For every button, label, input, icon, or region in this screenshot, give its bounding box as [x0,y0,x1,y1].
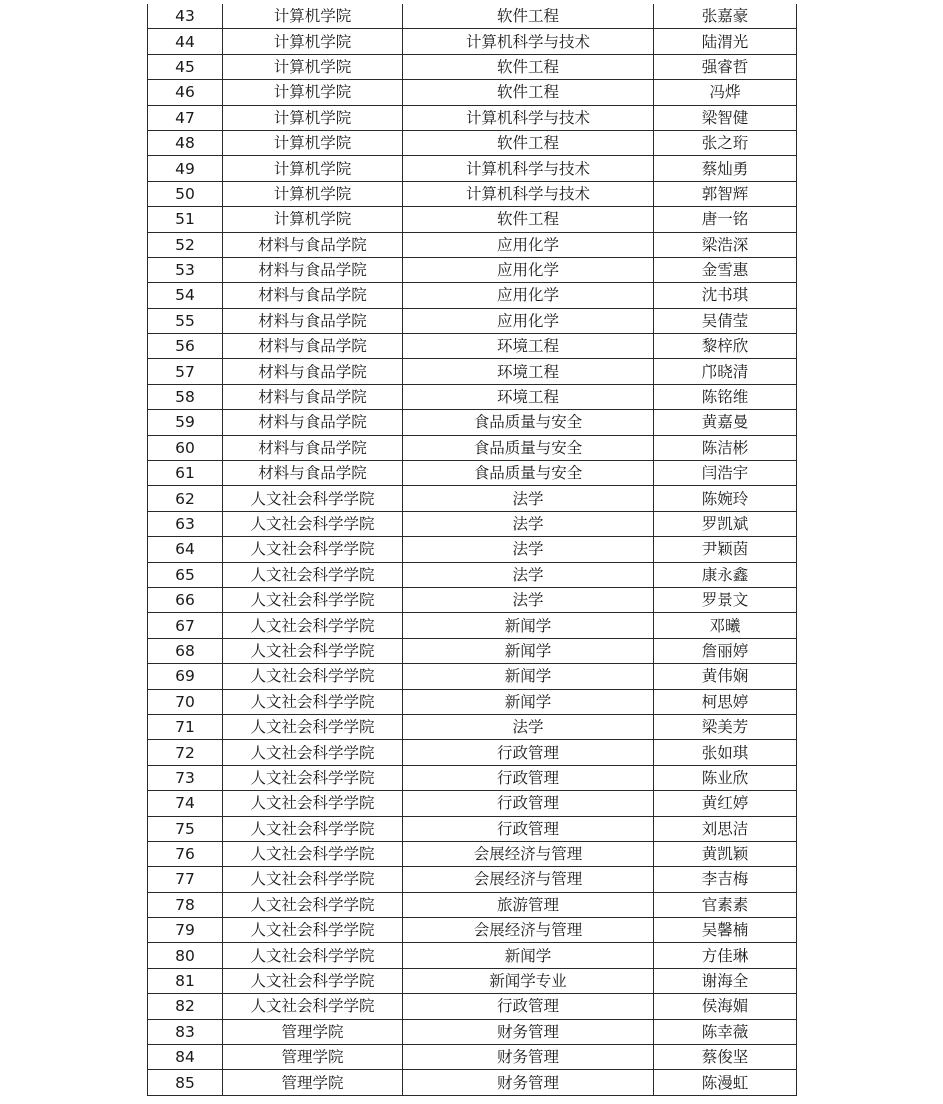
student-name-cell: 黄伟娴 [654,664,797,689]
college-cell: 人文社会科学学院 [223,587,403,612]
table-row [148,968,797,993]
row-number-cell: 47 [148,105,223,130]
table-row [148,1019,797,1044]
table-row [148,359,797,384]
table-row [148,435,797,460]
college-cell: 计算机学院 [223,54,403,79]
college-cell: 人文社会科学学院 [223,968,403,993]
row-number-cell: 43 [148,4,223,29]
row-number-cell: 80 [148,943,223,968]
table-row [148,664,797,689]
row-number-cell: 83 [148,1019,223,1044]
major-cell: 法学 [403,486,654,511]
table-row [148,714,797,739]
college-cell: 计算机学院 [223,105,403,130]
table-row [148,994,797,1019]
row-number-cell: 44 [148,29,223,54]
row-number-cell: 75 [148,816,223,841]
table-row [148,511,797,536]
table-row [148,130,797,155]
college-cell: 管理学院 [223,1045,403,1070]
major-cell: 新闻学 [403,613,654,638]
table-row [148,587,797,612]
major-cell: 食品质量与安全 [403,410,654,435]
row-number-cell: 79 [148,918,223,943]
row-number-cell: 64 [148,537,223,562]
table-row [148,486,797,511]
row-number-cell: 65 [148,562,223,587]
student-name-cell: 李吉梅 [654,867,797,892]
college-cell: 人文社会科学学院 [223,714,403,739]
student-name-cell: 尹颖茵 [654,537,797,562]
table-row [148,105,797,130]
college-cell: 人文社会科学学院 [223,638,403,663]
college-cell: 材料与食品学院 [223,461,403,486]
student-name-cell: 陈婉玲 [654,486,797,511]
major-cell: 软件工程 [403,130,654,155]
major-cell: 食品质量与安全 [403,461,654,486]
student-name-cell: 张如琪 [654,740,797,765]
student-name-cell: 蔡灿勇 [654,156,797,181]
major-cell: 软件工程 [403,80,654,105]
major-cell: 新闻学 [403,943,654,968]
table-row [148,207,797,232]
table-row [148,181,797,206]
table-row [148,308,797,333]
major-cell: 计算机科学与技术 [403,181,654,206]
row-number-cell: 78 [148,892,223,917]
major-cell: 食品质量与安全 [403,435,654,460]
row-number-cell: 84 [148,1045,223,1070]
major-cell: 会展经济与管理 [403,867,654,892]
college-cell: 人文社会科学学院 [223,689,403,714]
student-name-cell: 郭智辉 [654,181,797,206]
major-cell: 应用化学 [403,308,654,333]
major-cell: 环境工程 [403,359,654,384]
row-number-cell: 48 [148,130,223,155]
table-row [148,384,797,409]
row-number-cell: 46 [148,80,223,105]
student-name-cell: 吴馨楠 [654,918,797,943]
student-name-cell: 黄红婷 [654,791,797,816]
row-number-cell: 72 [148,740,223,765]
row-number-cell: 71 [148,714,223,739]
row-number-cell: 77 [148,867,223,892]
table-row [148,740,797,765]
college-cell: 人文社会科学学院 [223,511,403,536]
college-cell: 材料与食品学院 [223,359,403,384]
college-cell: 计算机学院 [223,156,403,181]
college-cell: 材料与食品学院 [223,308,403,333]
row-number-cell: 66 [148,587,223,612]
college-cell: 人文社会科学学院 [223,994,403,1019]
major-cell: 会展经济与管理 [403,841,654,866]
student-name-cell: 闫浩宇 [654,461,797,486]
major-cell: 软件工程 [403,207,654,232]
row-number-cell: 70 [148,689,223,714]
student-name-cell: 强睿哲 [654,54,797,79]
college-cell: 人文社会科学学院 [223,740,403,765]
major-cell: 行政管理 [403,791,654,816]
major-cell: 软件工程 [403,54,654,79]
row-number-cell: 54 [148,283,223,308]
student-name-cell: 黄嘉曼 [654,410,797,435]
table-row [148,562,797,587]
row-number-cell: 58 [148,384,223,409]
table-row [148,841,797,866]
student-name-cell: 陈幸薇 [654,1019,797,1044]
student-name-cell: 侯海媚 [654,994,797,1019]
major-cell: 法学 [403,587,654,612]
major-cell: 法学 [403,562,654,587]
college-cell: 计算机学院 [223,29,403,54]
major-cell: 财务管理 [403,1070,654,1095]
student-name-cell: 沈书琪 [654,283,797,308]
table-row [148,638,797,663]
row-number-cell: 74 [148,791,223,816]
row-number-cell: 85 [148,1070,223,1095]
table-row [148,461,797,486]
student-name-cell: 罗景文 [654,587,797,612]
row-number-cell: 81 [148,968,223,993]
table-row [148,334,797,359]
row-number-cell: 50 [148,181,223,206]
table-row [148,867,797,892]
major-cell: 行政管理 [403,816,654,841]
row-number-cell: 62 [148,486,223,511]
table-row [148,765,797,790]
row-number-cell: 57 [148,359,223,384]
major-cell: 环境工程 [403,384,654,409]
college-cell: 管理学院 [223,1019,403,1044]
major-cell: 财务管理 [403,1045,654,1070]
row-number-cell: 63 [148,511,223,536]
row-number-cell: 68 [148,638,223,663]
table-body [148,4,797,1095]
major-cell: 行政管理 [403,740,654,765]
college-cell: 计算机学院 [223,130,403,155]
college-cell: 人文社会科学学院 [223,562,403,587]
major-cell: 法学 [403,714,654,739]
major-cell: 行政管理 [403,994,654,1019]
table-row [148,232,797,257]
major-cell: 新闻学 [403,664,654,689]
college-cell: 人文社会科学学院 [223,918,403,943]
student-name-cell: 张嘉豪 [654,4,797,29]
row-number-cell: 61 [148,461,223,486]
row-number-cell: 60 [148,435,223,460]
major-cell: 新闻学专业 [403,968,654,993]
student-name-cell: 唐一铭 [654,207,797,232]
college-cell: 材料与食品学院 [223,283,403,308]
table-row [148,1070,797,1095]
student-name-cell: 陈铭维 [654,384,797,409]
college-cell: 人文社会科学学院 [223,791,403,816]
major-cell: 软件工程 [403,4,654,29]
row-number-cell: 76 [148,841,223,866]
major-cell: 计算机科学与技术 [403,156,654,181]
college-cell: 计算机学院 [223,80,403,105]
student-name-cell: 邓曦 [654,613,797,638]
row-number-cell: 82 [148,994,223,1019]
college-cell: 人文社会科学学院 [223,613,403,638]
major-cell: 新闻学 [403,689,654,714]
row-number-cell: 45 [148,54,223,79]
student-name-cell: 梁美芳 [654,714,797,739]
college-cell: 人文社会科学学院 [223,892,403,917]
major-cell: 新闻学 [403,638,654,663]
table-row [148,4,797,29]
major-cell: 应用化学 [403,232,654,257]
student-name-cell: 方佳琳 [654,943,797,968]
major-cell: 应用化学 [403,283,654,308]
college-cell: 人文社会科学学院 [223,841,403,866]
student-name-cell: 谢海全 [654,968,797,993]
college-cell: 计算机学院 [223,207,403,232]
row-number-cell: 55 [148,308,223,333]
student-name-cell: 柯思婷 [654,689,797,714]
college-cell: 人文社会科学学院 [223,816,403,841]
major-cell: 计算机科学与技术 [403,29,654,54]
major-cell: 法学 [403,511,654,536]
student-name-cell: 陈业欣 [654,765,797,790]
table-row [148,918,797,943]
table-row [148,537,797,562]
table-row [148,892,797,917]
college-cell: 计算机学院 [223,181,403,206]
table-row [148,54,797,79]
major-cell: 会展经济与管理 [403,918,654,943]
student-name-cell: 吴倩莹 [654,308,797,333]
major-cell: 旅游管理 [403,892,654,917]
college-cell: 人文社会科学学院 [223,486,403,511]
college-cell: 材料与食品学院 [223,384,403,409]
college-cell: 人文社会科学学院 [223,867,403,892]
major-cell: 行政管理 [403,765,654,790]
table-row [148,29,797,54]
table-row [148,1045,797,1070]
college-cell: 管理学院 [223,1070,403,1095]
major-cell: 应用化学 [403,257,654,282]
student-name-cell: 邝晓清 [654,359,797,384]
student-name-cell: 张之珩 [654,130,797,155]
table-row [148,257,797,282]
college-cell: 人文社会科学学院 [223,537,403,562]
college-cell: 材料与食品学院 [223,257,403,282]
row-number-cell: 49 [148,156,223,181]
major-cell: 计算机科学与技术 [403,105,654,130]
student-name-cell: 蔡俊坚 [654,1045,797,1070]
row-number-cell: 51 [148,207,223,232]
table-row [148,283,797,308]
table-row [148,156,797,181]
student-name-cell: 陈漫虹 [654,1070,797,1095]
table-row [148,689,797,714]
row-number-cell: 59 [148,410,223,435]
student-name-cell: 冯烨 [654,80,797,105]
college-cell: 材料与食品学院 [223,435,403,460]
table-row [148,816,797,841]
row-number-cell: 53 [148,257,223,282]
student-name-cell: 陈洁彬 [654,435,797,460]
student-list-table [147,4,797,1096]
row-number-cell: 52 [148,232,223,257]
student-name-cell: 黎梓欣 [654,334,797,359]
student-name-cell: 黄凯颖 [654,841,797,866]
college-cell: 人文社会科学学院 [223,664,403,689]
college-cell: 材料与食品学院 [223,410,403,435]
major-cell: 财务管理 [403,1019,654,1044]
college-cell: 人文社会科学学院 [223,765,403,790]
major-cell: 环境工程 [403,334,654,359]
college-cell: 材料与食品学院 [223,334,403,359]
student-name-cell: 罗凯斌 [654,511,797,536]
college-cell: 人文社会科学学院 [223,943,403,968]
table-row [148,410,797,435]
student-name-cell: 金雪惠 [654,257,797,282]
row-number-cell: 67 [148,613,223,638]
student-name-cell: 詹丽婷 [654,638,797,663]
student-name-cell: 官素素 [654,892,797,917]
row-number-cell: 69 [148,664,223,689]
student-name-cell: 刘思洁 [654,816,797,841]
table-row [148,791,797,816]
college-cell: 材料与食品学院 [223,232,403,257]
student-name-cell: 梁浩深 [654,232,797,257]
row-number-cell: 56 [148,334,223,359]
student-name-cell: 陆渭光 [654,29,797,54]
table-row [148,943,797,968]
college-cell: 计算机学院 [223,4,403,29]
row-number-cell: 73 [148,765,223,790]
student-name-cell: 梁智健 [654,105,797,130]
table-row [148,80,797,105]
table-row [148,613,797,638]
student-name-cell: 康永鑫 [654,562,797,587]
major-cell: 法学 [403,537,654,562]
